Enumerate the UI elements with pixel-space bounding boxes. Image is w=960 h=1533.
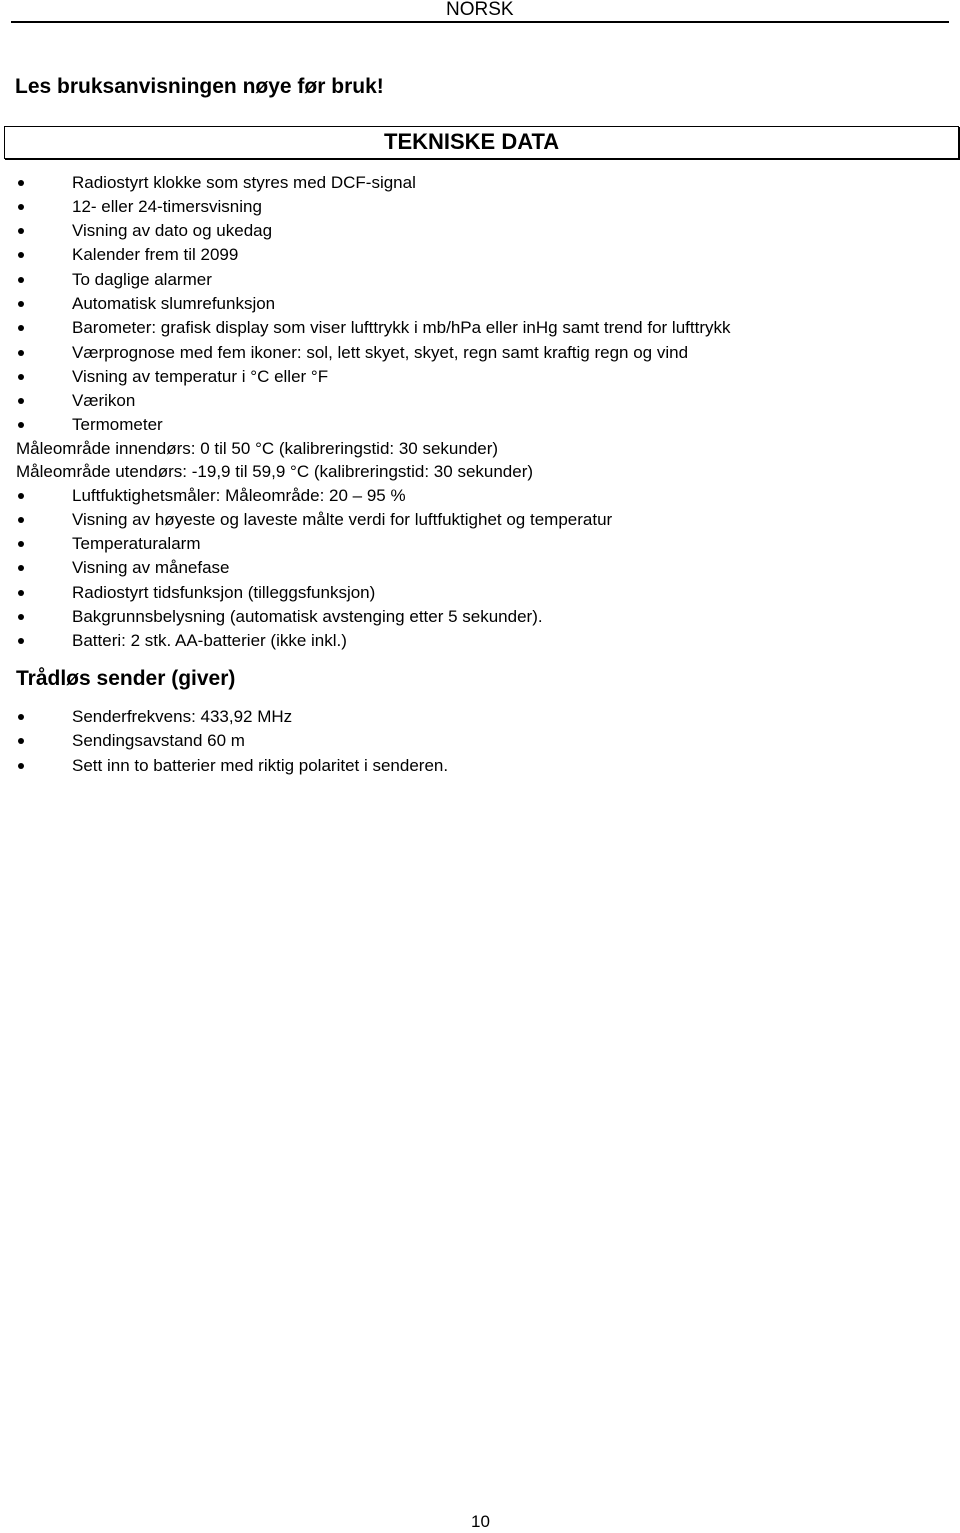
bullet-icon [18, 277, 24, 283]
feature-text: Radiostyrt klokke som styres med DCF-signal [72, 173, 416, 192]
feature-text: Visning av dato og ukedag [72, 221, 273, 240]
feature-text: Bakgrunnsbelysning (automatisk avstenging etter 5 sekunder). [72, 607, 543, 626]
bullet-icon [18, 517, 24, 523]
bullet-icon [18, 350, 24, 356]
bullet-icon [18, 541, 24, 547]
bullet-icon [18, 763, 24, 769]
bullet-icon [18, 614, 24, 620]
bullet-icon [18, 325, 24, 331]
feature-text: 12- eller 24-timersvisning [72, 197, 262, 216]
bullet-icon [18, 422, 24, 428]
feature-text: Visning av høyeste og laveste målte verdi for luftfuktighet og temperatur [72, 510, 613, 529]
feature-text: Termometer [72, 415, 163, 434]
page-title: Les bruksanvisningen nøye før bruk! [15, 75, 384, 98]
header-divider [11, 21, 949, 23]
sender-text: Sett inn to batterier med riktig polaritet i senderen. [72, 756, 449, 775]
range-indoor: Måleområde innendørs: 0 til 50 °C (kalibreringstid: 30 sekunder) [16, 439, 499, 458]
feature-text: Barometer: grafisk display som viser lufttrykk i mb/hPa eller inHg samt trend for lufttrykk [72, 318, 731, 337]
bullet-icon [18, 204, 24, 210]
feature-text: Værikon [72, 391, 136, 410]
page-number: 10 [471, 1512, 490, 1531]
feature-text: Automatisk slumrefunksjon [72, 294, 276, 313]
bullet-icon [18, 714, 24, 720]
feature-text: Radiostyrt tidsfunksjon (tilleggsfunksjon) [72, 583, 376, 602]
bullet-icon [18, 374, 24, 380]
bullet-icon [18, 252, 24, 258]
feature-text: Kalender frem til 2099 [72, 245, 239, 264]
bullet-icon [18, 493, 24, 499]
feature-text: To daglige alarmer [72, 270, 212, 289]
bullet-icon [18, 590, 24, 596]
header-language: NORSK [446, 0, 514, 20]
feature-text: Luftfuktighetsmåler: Måleområde: 20 – 95 % [72, 486, 406, 505]
feature-text: Visning av månefase [72, 558, 230, 577]
sender-text: Sendingsavstand 60 m [72, 731, 245, 750]
section-heading: TEKNISKE DATA [384, 129, 560, 154]
feature-text: Værprognose med fem ikoner: sol, lett skyet, skyet, regn samt kraftig regn og vind [72, 343, 689, 362]
sender-text: Senderfrekvens: 433,92 MHz [72, 707, 293, 726]
feature-text: Temperaturalarm [72, 534, 201, 553]
bullet-icon [18, 565, 24, 571]
feature-text: Visning av temperatur i °C eller °F [72, 367, 329, 386]
bullet-icon [18, 301, 24, 307]
range-outdoor: Måleområde utendørs: -19,9 til 59,9 °C (kalibreringstid: 30 sekunder) [16, 462, 534, 481]
bullet-icon [18, 638, 24, 644]
feature-text: Batteri: 2 stk. AA-batterier (ikke inkl.) [72, 631, 347, 650]
bullet-icon [18, 738, 24, 744]
bullet-icon [18, 180, 24, 186]
bullet-icon [18, 228, 24, 234]
bullet-icon [18, 398, 24, 404]
sender-heading: Trådløs sender (giver) [16, 667, 236, 690]
